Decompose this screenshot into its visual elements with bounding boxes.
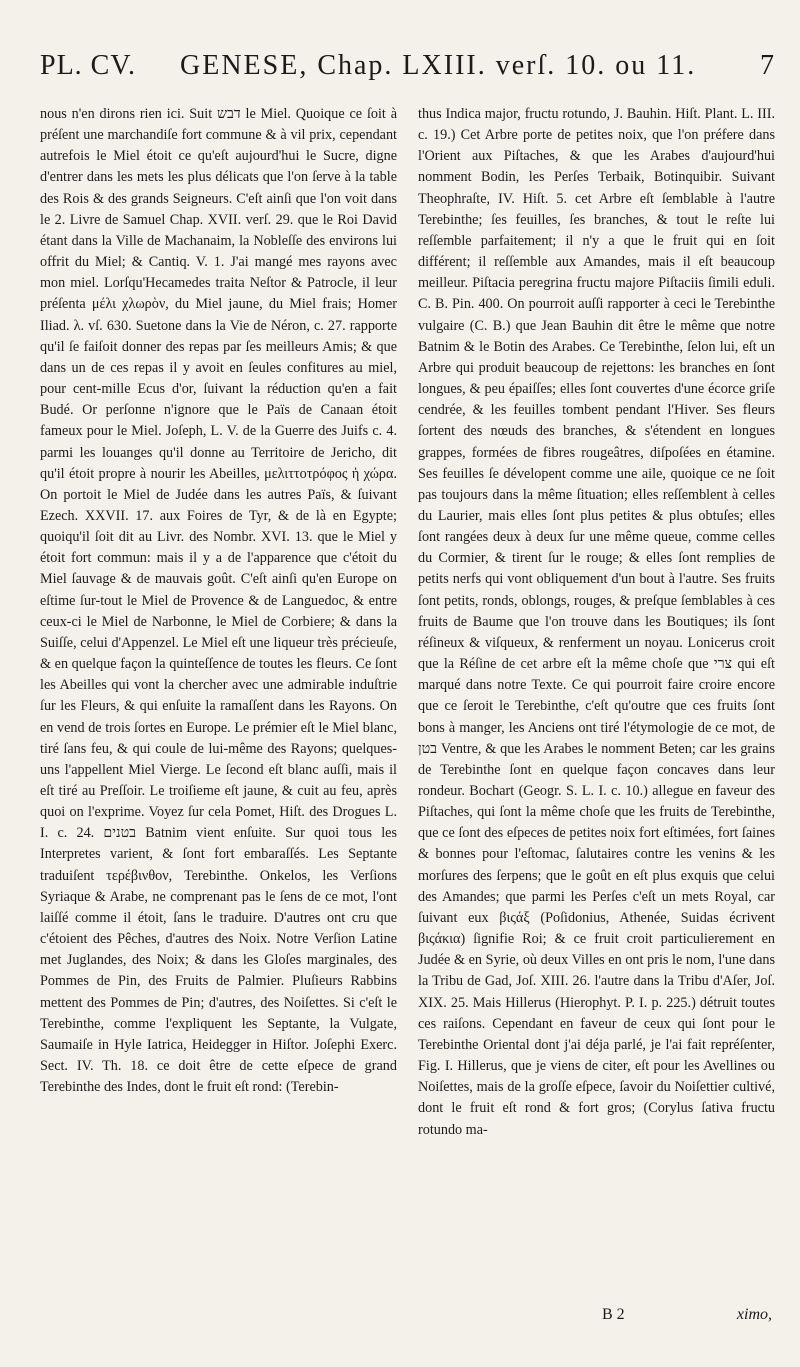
left-column	[40, 104, 397, 1334]
catchword: ximo,	[736, 1306, 772, 1323]
page-number: 7	[760, 50, 775, 81]
chapter-reference: GENESE, Chap. LXIII. verſ. 10. ou 11.	[180, 50, 697, 81]
text-columns	[40, 104, 775, 1334]
plate-number: PL. CV.	[40, 50, 136, 81]
right-column	[418, 104, 775, 1334]
left-column-text: nous n'en dirons rien ici. Suit דבש le Miel. Quoique ce ſoit à préſent une marchandiſe fort commune & à vil prix, cependant autrefois le Miel étoit ce qu'eſt aujourd'hui le Sucre, digne d'entrer dans les mets les plus délicats que l'on ſerve à la table des Rois & des grands Seigneurs. C'eſt ainſi que l'on voit dans le 2. Livre de Samuel Chap. XVII. verſ. 29. que le Roi David étant dans la Ville de Machanaim, la Nobleſſe des environs lui offrit du Miel; & Cantiq. V. 1. J'ai mangé mes rayons avec mon miel. Lorſqu'Hecamedes traita Neſtor & Patrocle, il leur préſenta μέλι χλωρὸν, du Miel jaune, du Miel frais; Homer Iliad. λ. vſ. 630. Suetone dans la Vie de Néron, c. 27. rapporte qu'il ſe faiſoit donner des repas par ſes meilleurs Amis; & que dans un de ces repas il y avoit en ſeules confitures au miel, pour cent-mille Ecus d'or, ſuivant la réduction qu'en a fait Budé. Or perſonne n'ignore que le Païs de Canaan étoit fameux pour le Miel. Joſeph, L. V. de la Guerre des Juifs c. 4. parmi les louanges qu'il donne au Territoire de Jericho, dit qu'il étoit propre à nourir les Abeilles, μελιττοτρόφος ἡ χώρα. On portoit le Miel de Judée dans les autres Païs, & ſuivant Ezech. XXVII. 17. aux Foires de Tyr, & de là en Egypte; quoiqu'il ſoit dit au Livr. des Nombr. XVI. 13. que le Miel y étoit fort commun: mais il y a de l'apparence que c'étoit du Miel ſauvage & de mauvais goût. C'eſt ainſi qu'en Europe on eſtime ſur-tout le Miel de Provence & de Languedoc, & entre ceux-ci le Miel de Narbonne, le Miel de Corbiere; & dans la Suiſſe, celui d'Appenzel. Le Miel eſt une liqueur très précieuſe, & en quelque façon la quinteſſence de toutes les fleurs. Ce ſont les Abeilles qui vont la chercher avec une admirable induſtrie ſur les Fleurs, & qui enſuite la ramaſſent dans les Rayons. On en vend de trois ſortes en Europe. Le prémier eſt le Miel blanc, tiré ſans feu, & qui coule de lui-même des Rayons; quelques-uns l'appellent Miel Vierge. Le ſecond eſt blanc auſſi, mais il eſt tiré au Preſſoir. Le troiſieme eſt jaune, & cuit au feu, après quoi on l'exprime. Voyez ſur cela Pomet, Hiſt. des Drogues L. I. c. 24. בטנים Batnim vient enſuite. Sur quoi tous les Interpretes varient, & ſont fort embaraſſés. Les Septante traduiſent τερέβινθον, Terebinthe. Onkelos, les Verſions Syriaque & Arabe, ne comprenant pas le ſens de ce mot, l'ont laiſſé comme il étoit, ſans le traduire. D'autres ont cru que c'étoient des Pêches, d'autres des Noix. Notre Verſion Latine met Juglandes, des Noix; & dans les Gloſes marginales, des Pommes de Pin, des Fruits de Palmier. Pluſieurs Rabbins mettent des Pommes de Pin; d'autres, des Noiſettes. Si c'eſt le Terebinthe, comme l'expliquent les Septante, la Vulgate, Saumaiſe in Hyle Iatrica, Heidegger in Hiſtor. Joſephi Exerc. Sect. IV. Th. 18. ce doit être de cette eſpece de grand Terebinthe des Indes, dont le fruit eſt rond: (Terebin-	[40, 106, 397, 1096]
signature-mark: B 2	[602, 1306, 625, 1323]
running-header	[40, 40, 775, 106]
right-column-text: thus Indica major, fructu rotundo, J. Bauhin. Hiſt. Plant. L. III. c. 19.) Cet Arbre porte de petites noix, que l'on préfere dans l'Orient aux Piſtaches, & que les Arabes d'aujourd'hui nomment Bodin, les Perſes Terbaik, Botinquibir. Suivant Theophraſte, IV. Hiſt. 5. cet Arbre eſt ſemblable à l'autre Terebinthe; ſes feuilles, ſes branches, & tout le reſte lui reſſemble parfaitement; il n'y a que le fruit qui en ſoit différent; il reſſemble aux Amandes, mais il eſt beaucoup meilleur. Piſtacia peregrina fructu majore Piſtaciis ſimili eduli. C. B. Pin. 400. On pourroit auſſi rapporter à ceci le Terebinthe vulgaire (C. B.) que Jean Bauhin dit être le même que notre Batnim & le Botin des Arabes. Ce Terebinthe, ſelon lui, eſt un Arbre qui produit beaucoup de rejettons: les branches en ſont longues, & peu épaiſſes; elles ſont couvertes d'une écorce griſe cendrée, & les feuilles tombent pendant l'Hiver. Ses fleurs ſortent des nœuds des branches, & s'étendent en longues grappes, formées de fibres rougeâtres, diſpoſées en étamine. Ses feuilles ſe dévelopent comme une aile, quoique ce ne ſoit pas toujours dans la même ſituation; elles reſſemblent à celles du Laurier, mais elles ſont plus petites & plus obtuſes; elles ſont rangées deux à deux ſur une même queue, comme celles du Cormier, & tirent ſur le rouge; & elles ſont remplies de petits nerfs qui vont obliquement d'un bout à l'autre. Ses fruits ſont petits, ronds, oblongs, rouges, & preſque ſemblables à ces fruits de Baume que l'on trouve dans les Boutiques; ils ſont réſineux & viſqueux, & renferment un noyau. Lonicerus croit que la Réſine de cet arbre eſt la même choſe que צרי qui eſt marqué dans notre Texte. Ce qui pourroit faire croire encore que ce ſeroit le Terebinthe, c'eſt qu'outre que ces fruits ſont bons à manger, les Anciens ont tiré l'étymologie de ce mot, de בטן Ventre, & que les Arabes le nomment Beten; car les grains de Terebinthe ſont en quelque façon concaves dans leur rondeur. Bochart (Geogr. S. L. I. c. 10.) allegue en faveur des Piſtaches, qui ſont la même choſe que les fruits de Terebinthe, que ce ſont des eſpeces de petites noix fort eſtimées, fort ſaines & bonnes pour l'eſtomac, ſalutaires contre les venins & les morſures des ſerpens; que le goût en eſt plus exquis que celui des Amandes; que parmi les Perſes c'eſt un mets Royal, car ſuivant eux βιςάξ (Poſidonius, Athenée, Suidas écrivent βιςάκια) ſignifie Roi; & ce fruit croit particulierement en Judée & en Syrie, où deux Villes en ont pris le nom, l'une dans la Tribu de Gad, Joſ. XIII. 26. l'autre dans la Tribu d'Aſer, Joſ. XIX. 25. Mais Hillerus (Hierophyt. P. I. p. 225.) détruit toutes ces raiſons. Cependant en faveur de ceux qui ſont pour le Terebinthe Oriental dont j'ai déja parlé, je l'ai fait repréſenter, Fig. I. Hillerus, que je viens de citer, eſt pour les Avellines ou Noiſettes, mais de la groſſe eſpece, ſavoir du Noiſettier cultivé, dont le fruit eſt rond & fort gros; (Corylus ſativa fructu rotundo ma-	[418, 106, 775, 1138]
